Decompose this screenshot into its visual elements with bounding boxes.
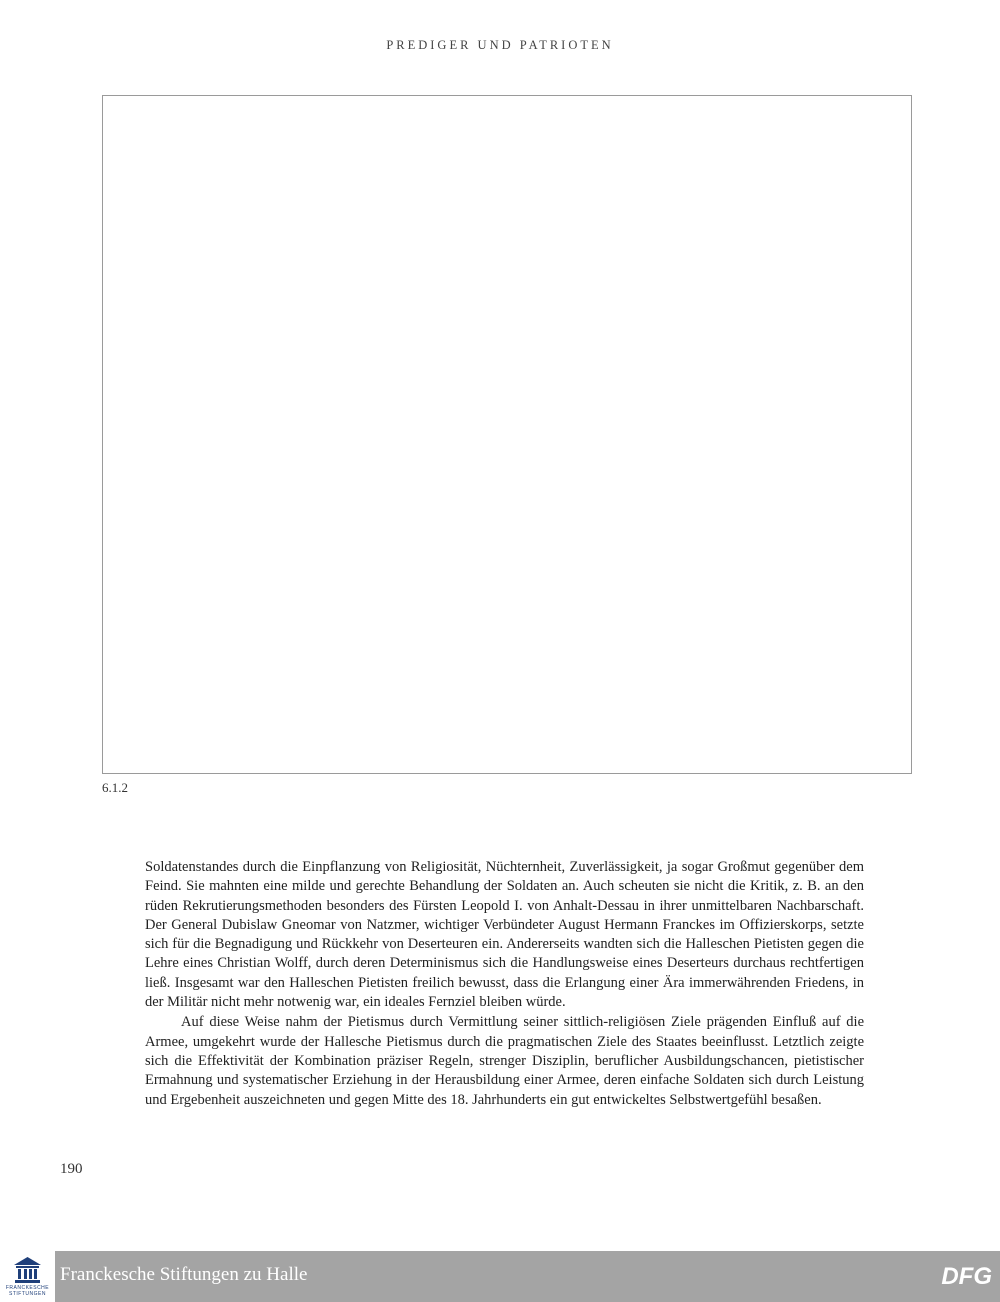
logo-text: FRANCKESCHE	[5, 1285, 50, 1291]
footer-bar	[0, 1251, 1000, 1302]
running-head: PREDIGER UND PATRIOTEN	[386, 38, 614, 52]
figure-caption: 6.1.2	[102, 780, 128, 795]
logo-text: STIFTUNGEN	[9, 1291, 46, 1297]
institution-name: Franckesche Stiftungen zu Halle	[60, 1264, 308, 1285]
franckesche-stiftungen-logo	[0, 1251, 55, 1302]
footer-banner	[55, 1251, 1000, 1302]
paragraph: Soldatenstandes durch die Einpflanzung von Religiosität, Nüchternheit, Zuverlässigkeit, ja sogar Großmut gegenüber dem Feind. Sie mahnten eine milde und gerechte Behandlung der Soldaten an. Auch scheuten sie nicht die Kritik, z. B. an den rüden Rekrutierungsmethoden besonders des Fürsten Leopold I. von Anhalt-Dessau in ihrer unmittelbaren Nachbarschaft. Der General Dubislaw Gneomar von Natzmer, wichtiger Verbündeter August Hermann Franckes im Offizierskorps, setzte sich für die Begnadigung und Rückkehr von Deserteuren ein. Andererseits wandten sich die Halleschen Pietisten gegen die Lehre eines Christian Wolff, durch deren Determinismus sich die Handlungsweise eines Deserteurs durchaus rechtfertigen ließ. Insgesamt war den Halleschen Pietisten freilich bewusst, dass die Erlangung einer Ära immerwährenden Friedens, in der Militär nicht mehr notwenig war, ein ideales Fernziel bleiben würde.	[145, 859, 864, 1011]
page-number: 190	[60, 1161, 83, 1177]
building-icon	[14, 1257, 41, 1283]
figure-placeholder-frame	[102, 95, 912, 774]
dfg-logo: DFG	[941, 1263, 992, 1290]
paragraph: Auf diese Weise nahm der Pietismus durch Vermittlung seiner sittlich-religiösen Ziele prägenden Einfluß auf die Armee, umgekehrt wurde der Hallesche Pietismus durch die pragmatischen Ziele des Staates beeinflusst. Letztlich zeigte sich die Effektivität der Kombination präziser Regeln, strenger Disziplin, beruflicher Ausbildungschancen, pietistischer Ermahnung und systematischer Erziehung in der Herausbildung einer Armee, deren einfache Soldaten sich durch Leistung und Ergebenheit auszeichneten und gegen Mitte des 18. Jahrhunderts ein gut entwickeltes Selbstwertgefühl besaßen.	[145, 1014, 864, 1108]
body-text	[145, 858, 864, 1110]
